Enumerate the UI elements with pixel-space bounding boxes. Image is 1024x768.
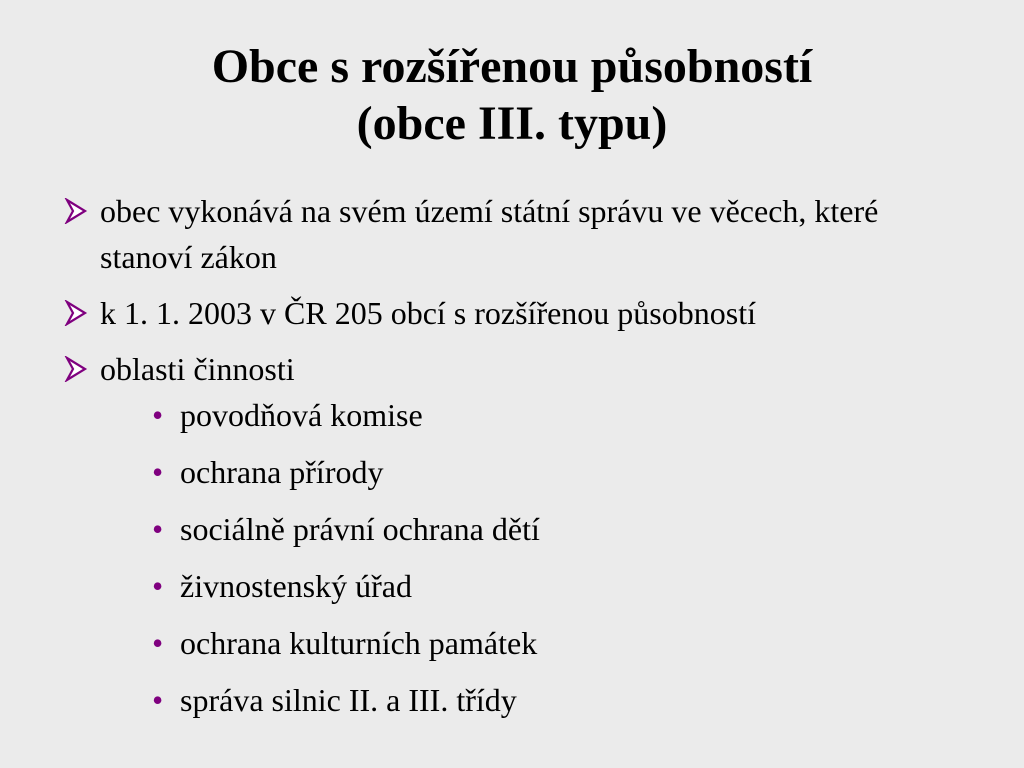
arrow-right-outline-icon xyxy=(64,356,88,382)
dot-icon: • xyxy=(152,454,164,490)
dot-icon: • xyxy=(152,511,164,547)
sub-bullet-item xyxy=(148,392,964,438)
dot-icon: • xyxy=(152,625,164,661)
bullet-text: oblasti činnosti xyxy=(100,351,295,387)
sub-bullet-list xyxy=(148,392,964,723)
arrow-right-outline-icon xyxy=(64,198,88,224)
sub-bullet-text: živnostenský úřad xyxy=(180,568,412,604)
dot-icon: • xyxy=(152,682,164,718)
bullet-item xyxy=(64,290,964,336)
sub-bullet-text: ochrana kulturních památek xyxy=(180,625,538,661)
bullet-item xyxy=(64,188,964,280)
slide-title xyxy=(0,38,1024,152)
dot-icon: • xyxy=(152,397,164,433)
sub-bullet-text: ochrana přírody xyxy=(180,454,384,490)
sub-bullet-item xyxy=(148,506,964,552)
dot-icon: • xyxy=(152,568,164,604)
bullet-list xyxy=(64,188,964,734)
bullet-text: obec vykonává na svém území státní správu ve věcech, které stanoví zákon xyxy=(100,193,879,275)
bullet-text: k 1. 1. 2003 v ČR 205 obcí s rozšířenou působností xyxy=(100,295,756,331)
sub-bullet-item xyxy=(148,563,964,609)
bullet-item xyxy=(64,346,964,723)
sub-bullet-text: sociálně právní ochrana dětí xyxy=(180,511,540,547)
sub-bullet-item xyxy=(148,677,964,723)
title-line-2: (obce III. typu) xyxy=(356,97,668,150)
arrow-right-outline-icon xyxy=(64,300,88,326)
sub-bullet-text: povodňová komise xyxy=(180,397,423,433)
title-line-1: Obce s rozšířenou působností xyxy=(211,40,813,93)
sub-bullet-item xyxy=(148,620,964,666)
sub-bullet-text: správa silnic II. a III. třídy xyxy=(180,682,517,718)
sub-bullet-item xyxy=(148,449,964,495)
